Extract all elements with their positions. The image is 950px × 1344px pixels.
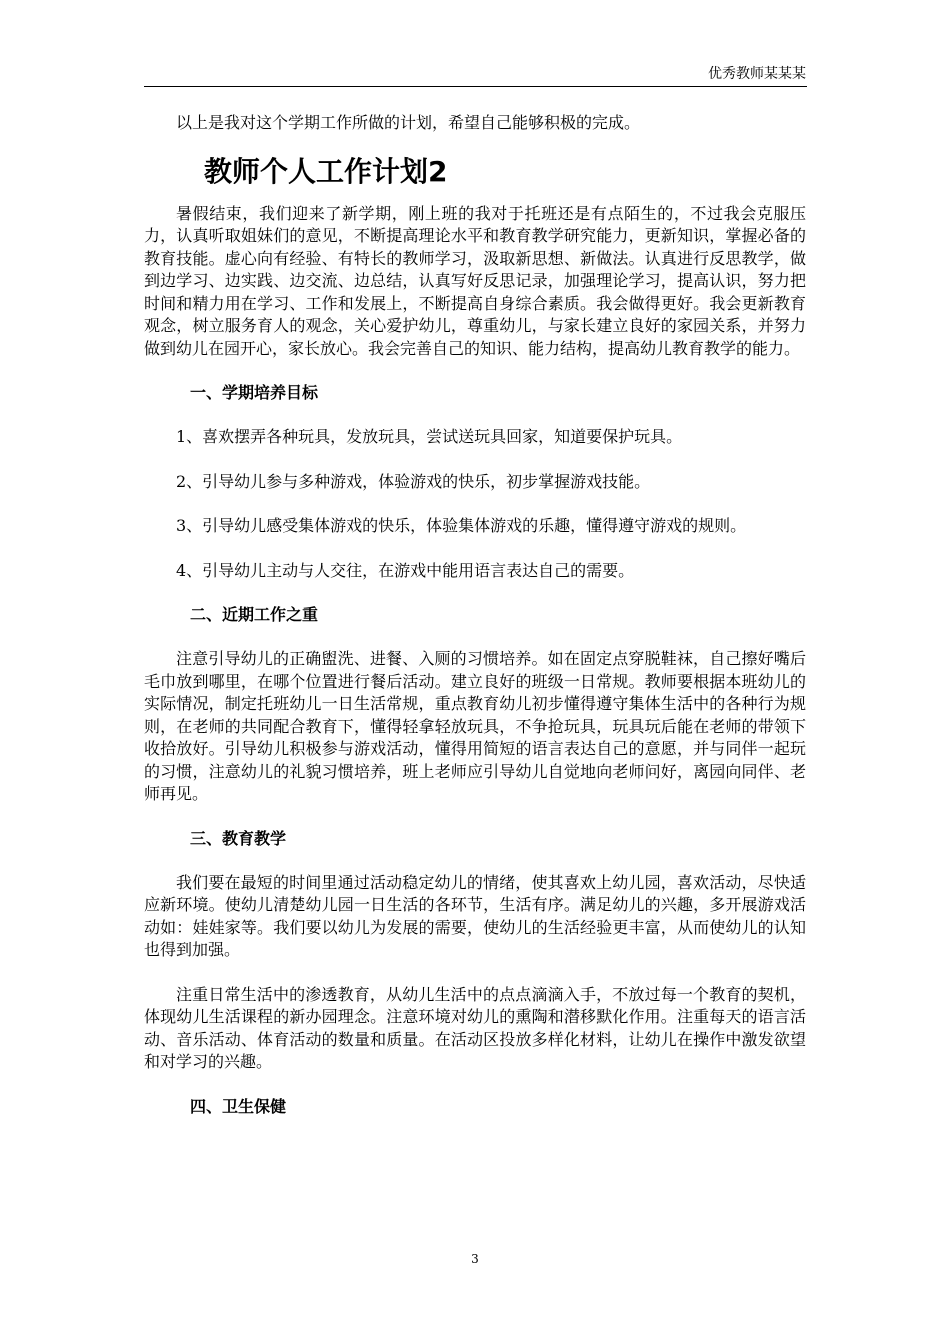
goal-item-3: 3、引导幼儿感受集体游戏的快乐，体验集体游戏的乐趣，懂得遵守游戏的规则。 bbox=[176, 516, 747, 535]
page-header-author: 优秀教师某某某 bbox=[708, 66, 806, 82]
document-title: 教师个人工作计划2 bbox=[204, 154, 448, 188]
intro-line: 以上是我对这个学期工作所做的计划，希望自己能够积极的完成。 bbox=[176, 113, 641, 132]
section-heading-goals: 一、学期培养目标 bbox=[190, 383, 319, 402]
teaching-paragraph-1: 我们要在最短的时间里通过活动稳定幼儿的情绪，使其喜欢上幼儿园，喜欢活动，尽快适应新环境。使幼儿清楚幼儿园一日生活的各环节，生活有序。满足幼儿的兴趣，多开展游戏活动如：娃娃家等。我们要以幼儿为发展的需要，使幼儿的生活经验更丰富，从而使幼儿的认知也得到加强。 bbox=[144, 872, 806, 959]
intro-paragraph: 暑假结束，我们迎来了新学期，刚上班的我对于托班还是有点陌生的，不过我会克服压力，认真听取姐妹们的意见，不断提高理论水平和教育教学研究能力，更新知识，掌握必备的教育技能。虚心向有经验、有特长的教师学习，汲取新思想、新做法。认真进行反思教学，做到边学习、边实践、边交流、边总结，认真写好反思记录，加强理论学习，提高认识，努力把时间和精力用在学习、工作和发展上，不断提高自身综合素质。我会做得更好。我会更新教育观念，树立服务育人的观念，关心爱护幼儿，尊重幼儿，与家长建立良好的家园关系，并努力做到幼儿在园开心，家长放心。我会完善自己的知识、能力结构，提高幼儿教育教学的能力。 bbox=[144, 203, 806, 358]
goal-item-1: 1、喜欢摆弄各种玩具，发放玩具，尝试送玩具回家，知道要保护玩具。 bbox=[176, 427, 683, 446]
section-heading-recent-work: 二、近期工作之重 bbox=[190, 605, 319, 624]
goal-item-2: 2、引导幼儿参与多种游戏，体验游戏的快乐，初步掌握游戏技能。 bbox=[176, 471, 651, 491]
goal-item-4: 4、引导幼儿主动与人交往，在游戏中能用语言表达自己的需要。 bbox=[176, 560, 635, 580]
header-divider bbox=[144, 86, 807, 87]
page-number: 3 bbox=[471, 1252, 479, 1266]
section-heading-health: 四、卫生保健 bbox=[190, 1096, 287, 1116]
recent-work-paragraph: 注意引导幼儿的正确盥洗、进餐、入厕的习惯培养。如在固定点穿脱鞋袜，自己擦好嘴后毛巾放到哪里，在哪个位置进行餐后活动。建立良好的班级一日常规。教师要根据本班幼儿的实际情况，制定托班幼儿一日生活常规，重点教育幼儿初步懂得遵守集体生活中的各种行为规则，在老师的共同配合教育下，懂得轻拿轻放玩具，不争抢玩具，玩具玩后能在老师的带领下收拾放好。引导幼儿积极参与游戏活动，懂得用简短的语言表达自己的意愿，并与同伴一起玩的习惯，注意幼儿的礼貌习惯培养，班上老师应引导幼儿自觉地向老师问好，离园向同伴、老师再见。 bbox=[144, 649, 806, 803]
teaching-paragraph-2: 注重日常生活中的渗透教育，从幼儿生活中的点点滴滴入手，不放过每一个教育的契机，体现幼儿生活课程的新办园理念。注意环境对幼儿的熏陶和潜移默化作用。注重每天的语言活动、音乐活动、体育活动的数量和质量。在活动区投放多样化材料，让幼儿在操作中激发欲望和对学习的兴趣。 bbox=[144, 984, 806, 1071]
section-heading-teaching: 三、教育教学 bbox=[190, 828, 287, 848]
document-body bbox=[144, 112, 806, 1118]
